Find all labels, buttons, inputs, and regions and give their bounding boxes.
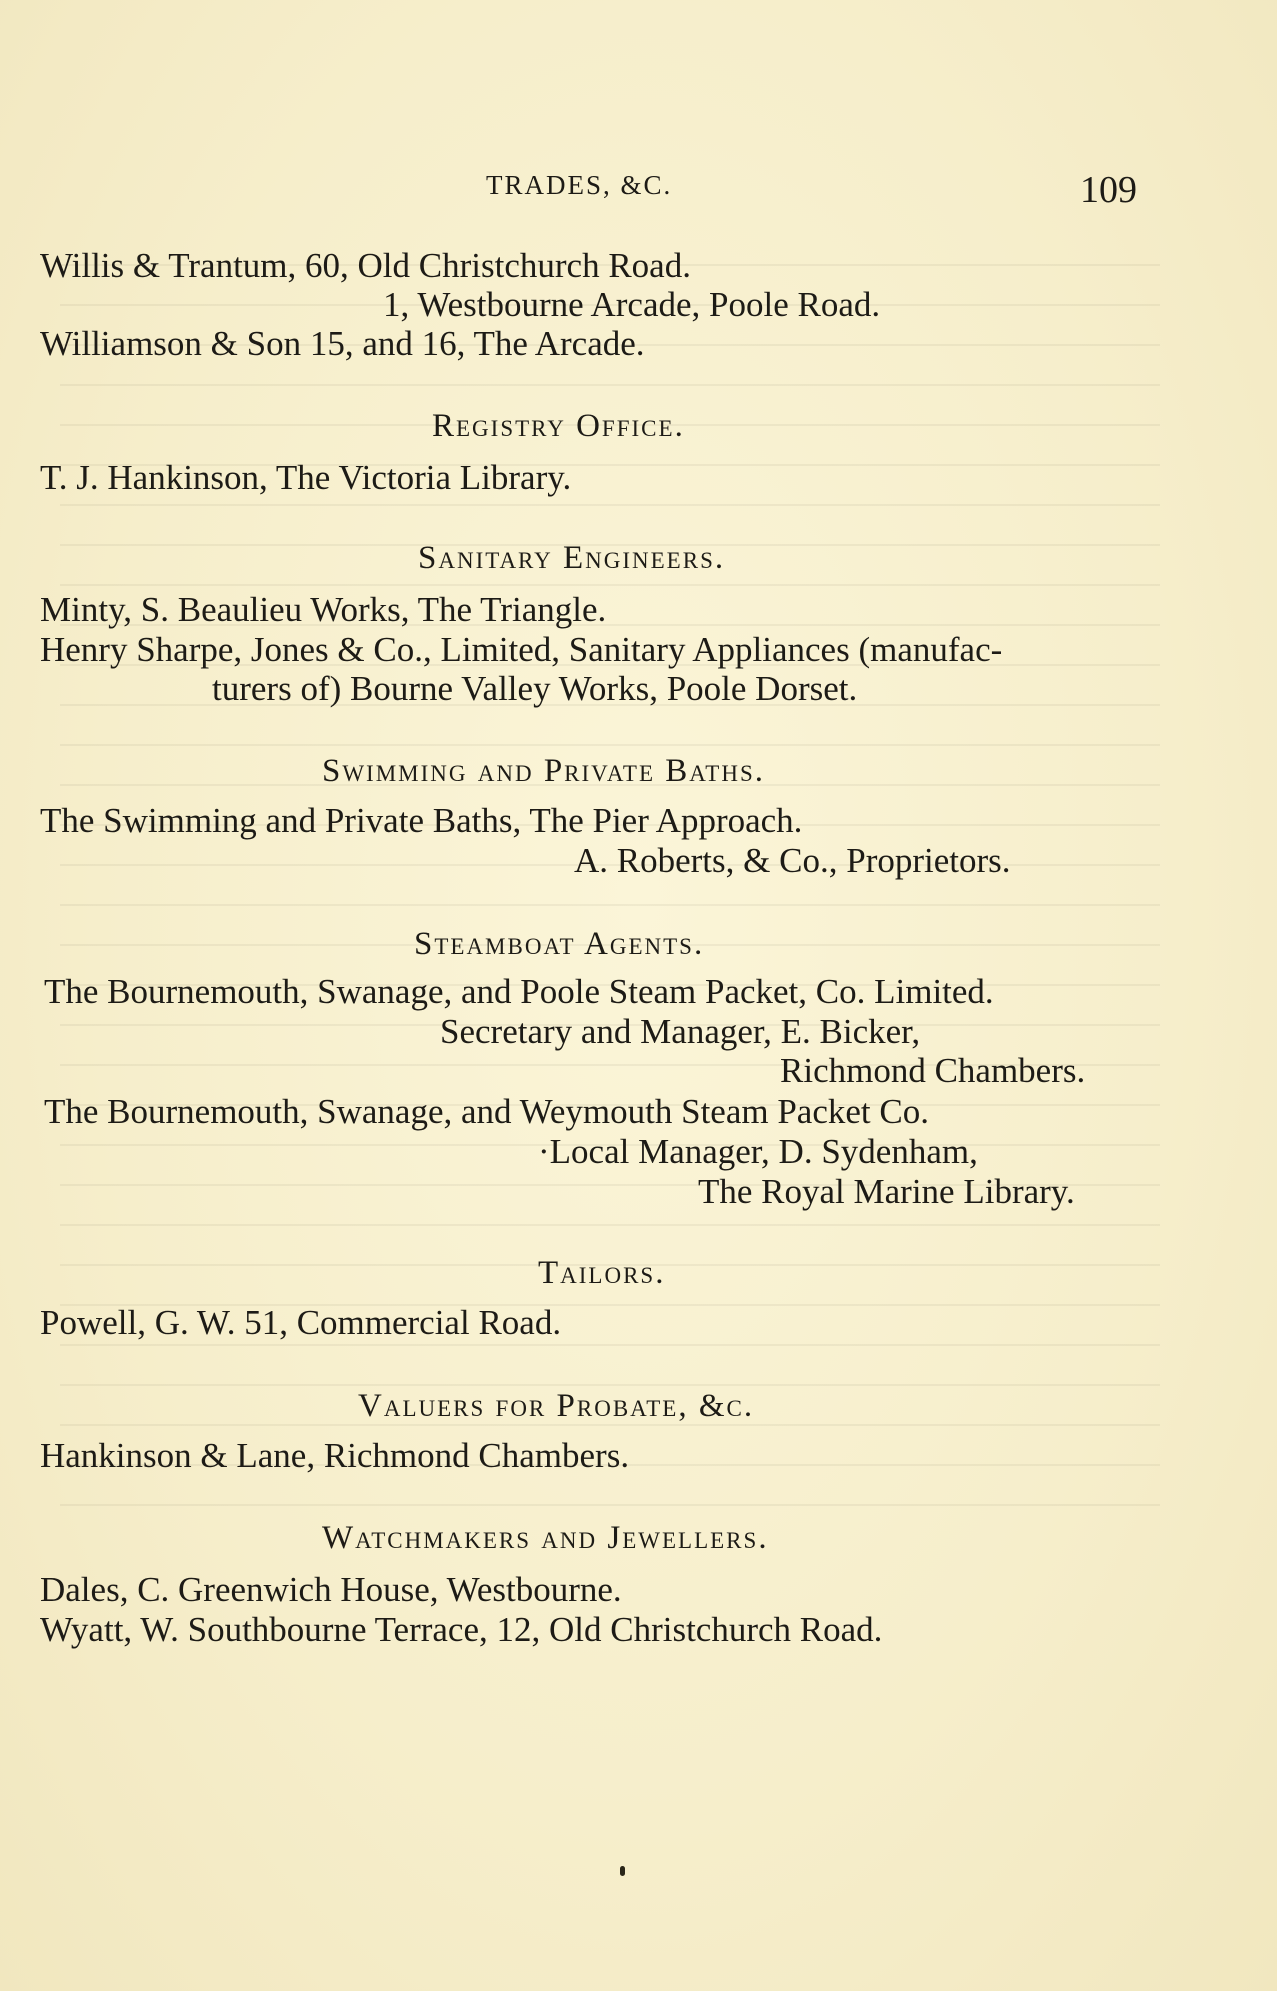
- entry-minty: Minty, S. Beaulieu Works, The Triangle.: [40, 590, 607, 629]
- entry-henry-sharpe-cont: turers of) Bourne Valley Works, Poole Dorset.: [212, 669, 858, 708]
- entry-swanage-poole-secretary: Secretary and Manager, E. Bicker,: [440, 1012, 921, 1051]
- heading-swimming-baths: Swimming and Private Baths.: [322, 753, 766, 789]
- entry-swimming-baths-proprietors: A. Roberts, & Co., Proprietors.: [574, 841, 1011, 880]
- running-head: TRADES, &C.: [486, 170, 673, 200]
- page-number: 109: [1080, 169, 1137, 211]
- entry-powell: Powell, G. W. 51, Commercial Road.: [40, 1303, 562, 1342]
- entry-wyatt: Wyatt, W. Southbourne Terrace, 12, Old Christchurch Road.: [40, 1610, 883, 1649]
- entry-hankinson-lane: Hankinson & Lane, Richmond Chambers.: [40, 1436, 630, 1475]
- entry-willis-trantum: Willis & Trantum, 60, Old Christchurch Road.: [40, 246, 691, 285]
- entry-dales: Dales, C. Greenwich House, Westbourne.: [40, 1570, 622, 1609]
- entry-swanage-poole-address: Richmond Chambers.: [780, 1051, 1086, 1090]
- entry-hankinson-victoria-library: T. J. Hankinson, The Victoria Library.: [40, 458, 572, 497]
- heading-tailors: Tailors.: [538, 1255, 666, 1291]
- entry-swanage-weymouth-packet: The Bournemouth, Swanage, and Weymouth Steam Packet Co.: [44, 1092, 929, 1131]
- heading-watchmakers-jewellers: Watchmakers and Jewellers.: [322, 1520, 769, 1556]
- heading-sanitary-engineers: Sanitary Engineers.: [418, 540, 726, 576]
- ink-speck: [620, 1866, 625, 1876]
- heading-steamboat-agents: Steamboat Agents.: [414, 926, 705, 962]
- entry-williamson-son: Williamson & Son 15, and 16, The Arcade.: [40, 324, 645, 363]
- entry-willis-trantum-second-address: 1, Westbourne Arcade, Poole Road.: [383, 285, 881, 324]
- heading-registry-office: Registry Office.: [432, 408, 685, 444]
- entry-swimming-baths: The Swimming and Private Baths, The Pier Approach.: [40, 801, 803, 840]
- entry-swanage-poole-packet: The Bournemouth, Swanage, and Poole Steam Packet, Co. Limited.: [44, 972, 994, 1011]
- entry-henry-sharpe: Henry Sharpe, Jones & Co., Limited, Sanitary Appliances (manufac-: [40, 630, 1003, 669]
- heading-valuers-probate: Valuers for Probate, &c.: [358, 1388, 755, 1424]
- entry-swanage-weymouth-address: The Royal Marine Library.: [698, 1172, 1075, 1211]
- entry-swanage-weymouth-manager: ·Local Manager, D. Sydenham,: [538, 1132, 978, 1171]
